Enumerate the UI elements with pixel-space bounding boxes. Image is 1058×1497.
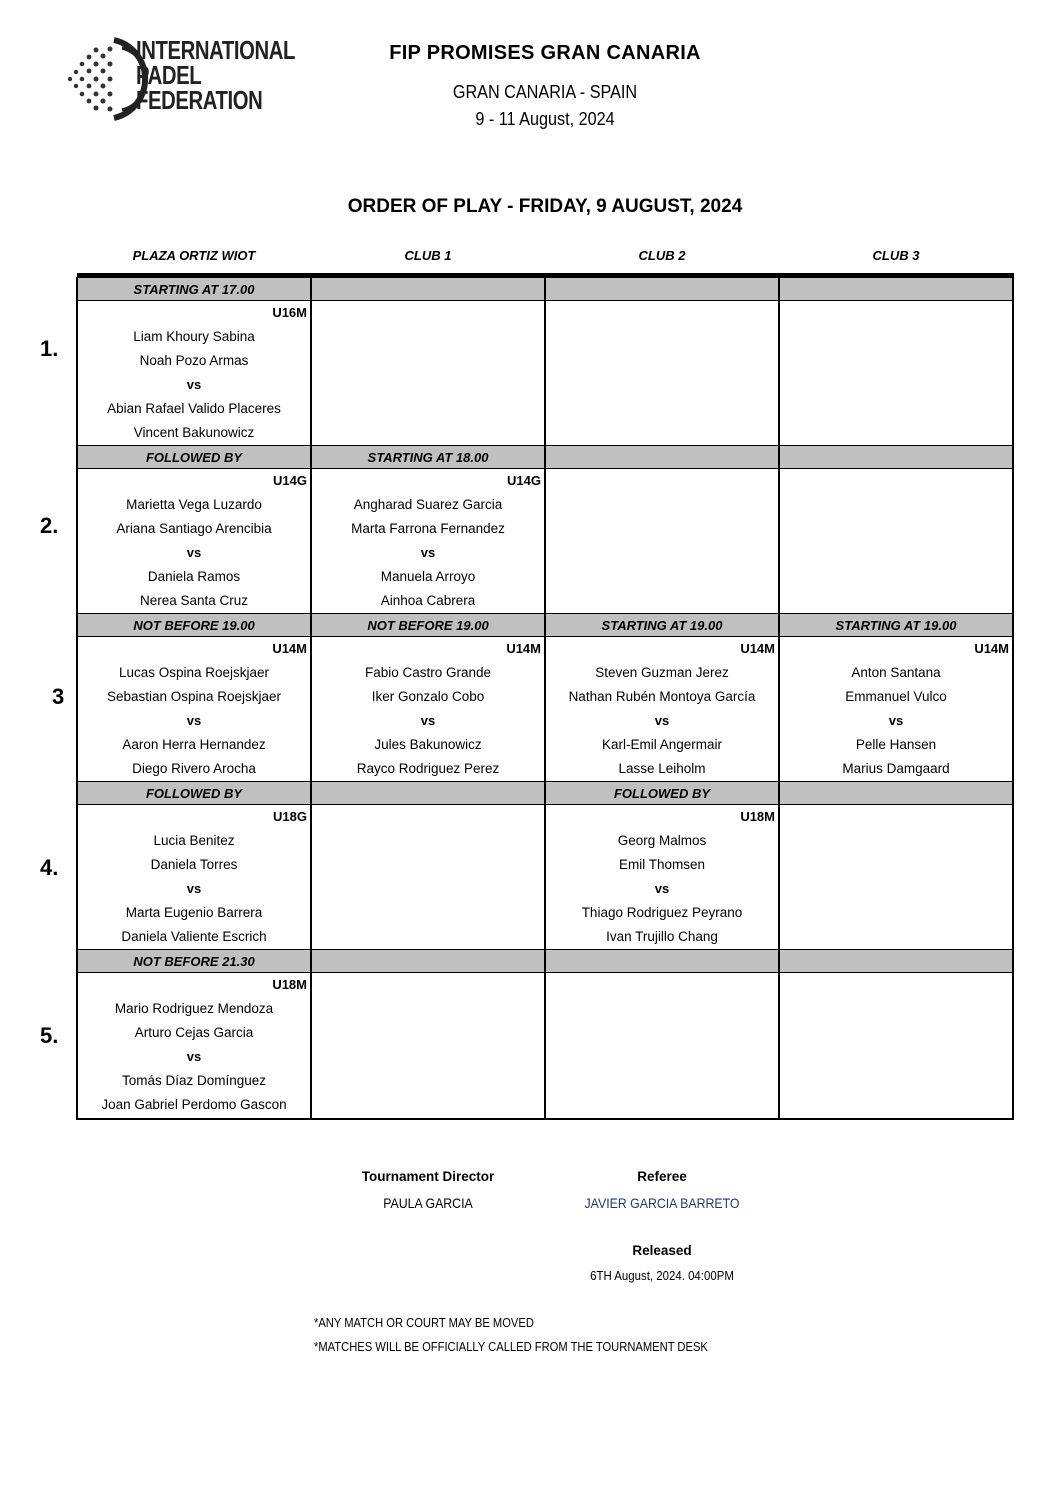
match-cell (545, 637, 779, 781)
column-divider (544, 277, 546, 1120)
logo-text (136, 35, 296, 115)
player-name: Thiago Rodriguez Peyrano (581, 905, 743, 920)
time-band (312, 781, 544, 805)
match-cell (311, 469, 545, 613)
released-value: 6TH August, 2024. 04:00PM (590, 1268, 734, 1283)
time-band: STARTING AT 19.00 (780, 613, 1012, 637)
row-number: 5. (40, 1023, 59, 1048)
time-band: NOT BEFORE 19.00 (312, 613, 544, 637)
player-name: Ainhoa Cabrera (380, 593, 476, 608)
empty-match-cell (311, 973, 545, 1117)
player-name: Fabio Castro Grande (364, 665, 492, 680)
player-name: Jules Bakunowicz (374, 737, 482, 752)
column-divider (778, 277, 780, 1120)
note-line: *MATCHES WILL BE OFFICIALLY CALLED FROM THE TOURNAMENT DESK (314, 1339, 708, 1354)
referee-label: Referee (637, 1169, 687, 1184)
match-category: U18M (740, 809, 775, 824)
player-name: Emmanuel Vulco (845, 689, 947, 704)
order-of-play-title: ORDER OF PLAY - FRIDAY, 9 AUGUST, 2024 (347, 196, 743, 217)
player-name: Lucas Ospina Roejskjaer (118, 665, 270, 680)
player-name: Joan Gabriel Perdomo Gascon (101, 1097, 287, 1112)
versus-label: vs (186, 377, 202, 392)
player-name: Vincent Bakunowicz (133, 425, 255, 440)
time-band: NOT BEFORE 21.30 (78, 949, 310, 973)
player-name: Aaron Herra Hernandez (122, 737, 266, 752)
director-name: PAULA GARCIA (383, 1195, 473, 1211)
empty-match-cell (779, 973, 1013, 1117)
player-name: Lucia Benitez (153, 833, 235, 848)
player-name: Sebastian Ospina Roejskjaer (106, 689, 282, 704)
match-category: U18G (273, 809, 307, 824)
time-band: STARTING AT 19.00 (546, 613, 778, 637)
empty-match-cell (779, 469, 1013, 613)
player-name: Marta Farrona Fernandez (351, 521, 505, 536)
player-name: Marietta Vega Luzardo (126, 497, 262, 512)
note-line: *ANY MATCH OR COURT MAY BE MOVED (314, 1315, 534, 1330)
time-band: FOLLOWED BY (546, 781, 778, 805)
row-number: 3 (52, 684, 65, 709)
player-name: Lasse Leiholm (618, 761, 706, 776)
time-band (546, 949, 778, 973)
player-name: Manuela Arroyo (380, 569, 476, 584)
court-header-1: PLAZA ORTIZ WIOT (132, 248, 256, 263)
match-cell (77, 301, 311, 445)
court-header-3: CLUB 2 (638, 248, 686, 263)
player-name: Georg Malmos (617, 833, 707, 848)
match-cell (77, 637, 311, 781)
empty-match-cell (311, 301, 545, 445)
match-category: U14M (740, 641, 775, 656)
match-cell (545, 805, 779, 949)
row-number: 1. (40, 336, 59, 361)
logo-line-3: FEDERATION (136, 85, 263, 115)
versus-label: vs (186, 1049, 202, 1064)
versus-label: vs (186, 713, 202, 728)
player-name: Daniela Torres (150, 857, 238, 872)
time-band (780, 781, 1012, 805)
match-cell (77, 469, 311, 613)
time-band (780, 949, 1012, 973)
time-band: NOT BEFORE 19.00 (78, 613, 310, 637)
court-header-4: CLUB 3 (872, 248, 920, 263)
match-category: U14M (506, 641, 541, 656)
player-name: Daniela Valiente Escrich (121, 929, 267, 944)
logo-line-2: PADEL (136, 60, 202, 90)
column-divider (310, 277, 312, 1120)
player-name: Tomás Díaz Domínguez (121, 1073, 267, 1088)
versus-label: vs (888, 713, 904, 728)
match-category: U14M (272, 641, 307, 656)
time-band: FOLLOWED BY (78, 781, 310, 805)
player-name: Marius Damgaard (842, 761, 950, 776)
logo-line-1: INTERNATIONAL (136, 35, 296, 65)
player-name: Ariana Santiago Arencibia (116, 521, 272, 536)
empty-match-cell (779, 301, 1013, 445)
player-name: Liam Khoury Sabina (133, 329, 255, 344)
match-category: U14M (974, 641, 1009, 656)
player-name: Emil Thomsen (618, 857, 706, 872)
time-band (780, 445, 1012, 469)
match-category: U16M (272, 305, 307, 320)
match-category: U18M (272, 977, 307, 992)
player-name: Angharad Suarez Garcia (353, 497, 503, 512)
versus-label: vs (654, 713, 670, 728)
match-cell (311, 637, 545, 781)
player-name: Steven Guzman Jerez (595, 665, 729, 680)
court-header-2: CLUB 1 (404, 248, 452, 263)
versus-label: vs (186, 881, 202, 896)
referee-name: JAVIER GARCIA BARRETO (584, 1195, 740, 1211)
player-name: Noah Pozo Armas (139, 353, 249, 368)
time-band: STARTING AT 18.00 (312, 445, 544, 469)
player-name: Karl-Emil Angermair (601, 737, 723, 752)
time-band (312, 277, 544, 301)
time-band (312, 949, 544, 973)
player-name: Ivan Trujillo Chang (606, 929, 718, 944)
empty-match-cell (545, 973, 779, 1117)
table-border-left (76, 277, 78, 1120)
empty-match-cell (779, 805, 1013, 949)
match-cell (77, 805, 311, 949)
versus-label: vs (654, 881, 670, 896)
match-category: U14G (273, 473, 307, 488)
table-border-bottom (76, 1118, 1014, 1120)
empty-match-cell (545, 469, 779, 613)
tournament-dates: 9 - 11 August, 2024 (475, 109, 615, 129)
released-label: Released (632, 1243, 692, 1258)
time-band (546, 445, 778, 469)
player-name: Mario Rodriguez Mendoza (114, 1001, 274, 1016)
player-name: Pelle Hansen (855, 737, 937, 752)
time-band (546, 277, 778, 301)
row-number: 2. (40, 513, 59, 538)
time-band (780, 277, 1012, 301)
director-label: Tournament Director (361, 1169, 495, 1184)
time-band: STARTING AT 17.00 (78, 277, 310, 301)
player-name: Iker Gonzalo Cobo (371, 689, 485, 704)
player-name: Diego Rivero Arocha (132, 761, 256, 776)
empty-match-cell (311, 805, 545, 949)
player-name: Daniela Ramos (147, 569, 241, 584)
versus-label: vs (420, 545, 436, 560)
player-name: Nerea Santa Cruz (139, 593, 249, 608)
row-number: 4. (40, 855, 59, 880)
player-name: Marta Eugenio Barrera (125, 905, 263, 920)
tournament-title: FIP PROMISES GRAN CANARIA (389, 42, 701, 64)
match-category: U14G (507, 473, 541, 488)
versus-label: vs (186, 545, 202, 560)
player-name: Abian Rafael Valido Placeres (107, 401, 281, 416)
player-name: Arturo Cejas Garcia (134, 1025, 254, 1040)
match-cell (77, 973, 311, 1117)
tournament-location: GRAN CANARIA - SPAIN (452, 82, 638, 102)
time-band: FOLLOWED BY (78, 445, 310, 469)
match-cell (779, 637, 1013, 781)
table-border-right (1012, 277, 1014, 1120)
player-name: Anton Santana (851, 665, 941, 680)
empty-match-cell (545, 301, 779, 445)
player-name: Nathan Rubén Montoya García (568, 689, 756, 704)
player-name: Rayco Rodriguez Perez (356, 761, 500, 776)
versus-label: vs (420, 713, 436, 728)
